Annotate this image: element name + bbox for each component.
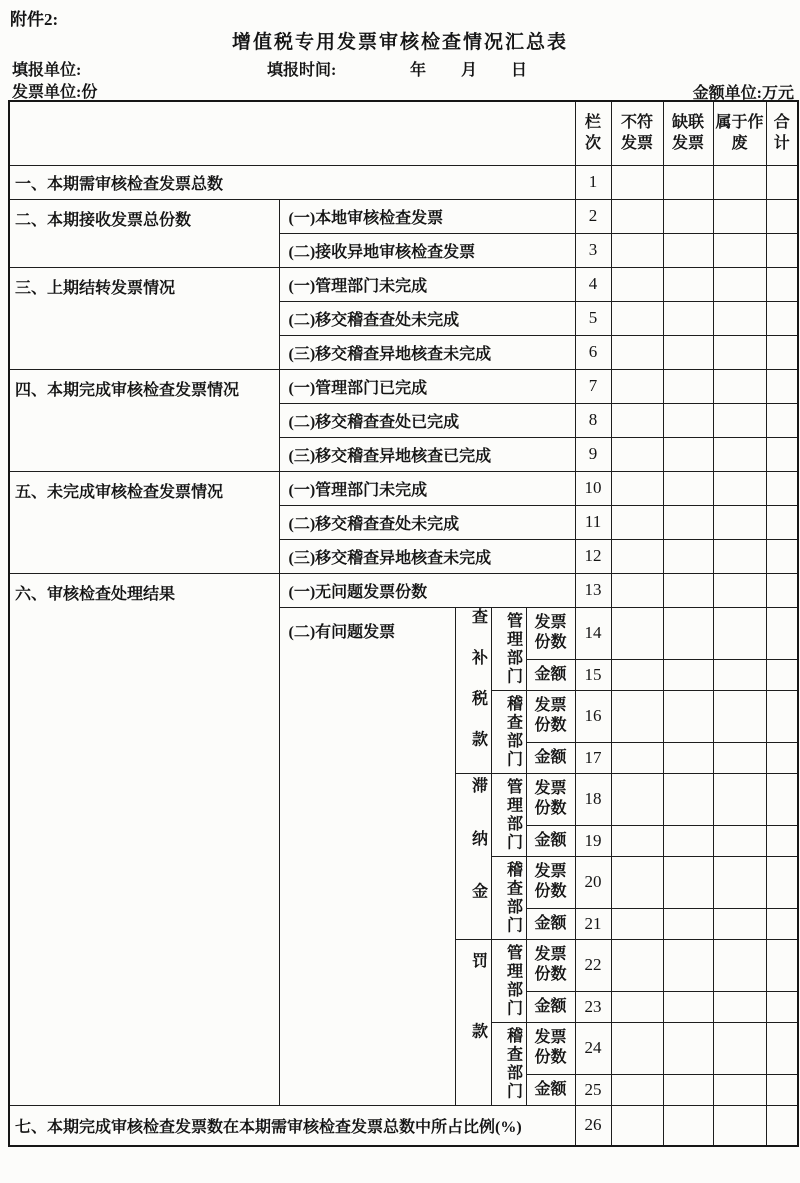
table-row [9, 369, 798, 403]
line-number: 18 [575, 773, 611, 825]
data-cell [766, 403, 798, 437]
item-label: (二)移交稽查查处已完成 [279, 403, 575, 437]
line-number: 15 [575, 659, 611, 690]
data-cell [713, 199, 766, 233]
line-number: 19 [575, 825, 611, 856]
line-number: 4 [575, 267, 611, 301]
category-label: 查补税款 [455, 607, 491, 773]
metric-label: 金额 [526, 825, 575, 856]
data-cell [611, 1105, 663, 1146]
data-cell [766, 369, 798, 403]
metric-label: 金额 [526, 1074, 575, 1105]
dept-label: 管理部门 [491, 939, 526, 1022]
line-number: 5 [575, 301, 611, 335]
section-label: 七、本期完成审核检查发票数在本期需审核检查发票总数中所占比例(%) [9, 1105, 575, 1146]
item-label: (三)移交稽查异地核查未完成 [279, 335, 575, 369]
data-cell [611, 991, 663, 1022]
dept-label: 稽查部门 [491, 856, 526, 939]
data-cell [713, 607, 766, 659]
data-cell [713, 233, 766, 267]
attachment-label: 附件2: [10, 10, 59, 29]
item-label: (三)移交稽查异地核查已完成 [279, 437, 575, 471]
item-label: (二)有问题发票 [279, 607, 455, 1105]
section-label: 五、未完成审核检查发票情况 [9, 471, 279, 573]
data-cell [663, 335, 713, 369]
data-cell [713, 539, 766, 573]
data-cell [663, 301, 713, 335]
item-label: (一)无问题发票份数 [279, 573, 575, 607]
data-cell [611, 267, 663, 301]
data-cell [663, 165, 713, 199]
data-cell [713, 991, 766, 1022]
data-cell [766, 301, 798, 335]
line-number: 17 [575, 742, 611, 773]
data-cell [663, 991, 713, 1022]
data-cell [663, 856, 713, 908]
line-number: 10 [575, 471, 611, 505]
data-cell [713, 267, 766, 301]
day-label: 日 [511, 62, 528, 79]
item-label: (二)移交稽查查处未完成 [279, 301, 575, 335]
data-cell [713, 1105, 766, 1146]
data-cell [766, 939, 798, 991]
dept-label: 管理部门 [491, 607, 526, 690]
data-cell [713, 403, 766, 437]
data-cell [766, 471, 798, 505]
data-cell [766, 573, 798, 607]
data-cell [713, 742, 766, 773]
data-cell [713, 690, 766, 742]
dept-label: 管理部门 [491, 773, 526, 856]
data-cell [766, 659, 798, 690]
data-cell [766, 607, 798, 659]
metric-label: 发票份数 [526, 607, 575, 659]
line-number: 6 [575, 335, 611, 369]
metric-label: 金额 [526, 659, 575, 690]
line-number: 25 [575, 1074, 611, 1105]
data-cell [713, 301, 766, 335]
data-cell [766, 165, 798, 199]
data-cell [663, 607, 713, 659]
section-label: 一、本期需审核检查发票总数 [9, 165, 575, 199]
data-cell [713, 773, 766, 825]
data-cell [611, 403, 663, 437]
year-label: 年 [410, 62, 427, 79]
data-cell [611, 165, 663, 199]
data-cell [713, 165, 766, 199]
data-cell [611, 301, 663, 335]
line-number: 2 [575, 199, 611, 233]
data-cell [766, 539, 798, 573]
summary-table [8, 100, 799, 1147]
data-cell [713, 335, 766, 369]
data-cell [713, 573, 766, 607]
data-cell [663, 403, 713, 437]
col-header-lanci: 栏次 [575, 101, 611, 165]
data-cell [663, 573, 713, 607]
data-cell [766, 505, 798, 539]
data-cell [713, 471, 766, 505]
data-cell [611, 505, 663, 539]
data-cell [663, 437, 713, 471]
data-cell [663, 1022, 713, 1074]
data-cell [611, 825, 663, 856]
data-cell [663, 939, 713, 991]
section-label: 二、本期接收发票总份数 [9, 199, 279, 267]
line-number: 13 [575, 573, 611, 607]
data-cell [663, 825, 713, 856]
line-number: 7 [575, 369, 611, 403]
metric-label: 金额 [526, 742, 575, 773]
data-cell [663, 659, 713, 690]
month-label: 月 [461, 62, 478, 79]
table-row [9, 471, 798, 505]
metric-label: 发票份数 [526, 856, 575, 908]
line-number: 21 [575, 908, 611, 939]
data-cell [766, 1074, 798, 1105]
header-blank-cell [9, 101, 575, 165]
line-number: 9 [575, 437, 611, 471]
item-label: (二)移交稽查查处未完成 [279, 505, 575, 539]
line-number: 23 [575, 991, 611, 1022]
data-cell [663, 199, 713, 233]
line-number: 14 [575, 607, 611, 659]
data-cell [663, 471, 713, 505]
data-cell [663, 742, 713, 773]
data-cell [766, 856, 798, 908]
data-cell [713, 939, 766, 991]
table-row [9, 573, 798, 607]
data-cell [611, 335, 663, 369]
col-header-void: 属于作废 [713, 101, 766, 165]
line-number: 1 [575, 165, 611, 199]
category-label: 滞纳金 [455, 773, 491, 939]
section-label: 六、审核检查处理结果 [9, 573, 279, 1105]
data-cell [766, 199, 798, 233]
table-row [9, 267, 798, 301]
data-cell [611, 742, 663, 773]
data-cell [663, 1105, 713, 1146]
metric-label: 金额 [526, 908, 575, 939]
item-label: (二)接收异地审核检查发票 [279, 233, 575, 267]
data-cell [713, 1022, 766, 1074]
data-cell [663, 539, 713, 573]
line-number: 26 [575, 1105, 611, 1146]
data-cell [611, 437, 663, 471]
data-cell [766, 742, 798, 773]
metric-label: 金额 [526, 991, 575, 1022]
table-row [9, 1105, 798, 1146]
data-cell [766, 267, 798, 301]
metric-label: 发票份数 [526, 939, 575, 991]
line-number: 20 [575, 856, 611, 908]
data-cell [611, 773, 663, 825]
item-label: (一)管理部门已完成 [279, 369, 575, 403]
col-header-total: 合计 [766, 101, 798, 165]
line-number: 12 [575, 539, 611, 573]
data-cell [713, 825, 766, 856]
data-cell [663, 773, 713, 825]
item-label: (一)管理部门未完成 [279, 267, 575, 301]
data-cell [663, 233, 713, 267]
data-cell [611, 471, 663, 505]
data-cell [663, 1074, 713, 1105]
data-cell [766, 335, 798, 369]
data-cell [713, 505, 766, 539]
data-cell [713, 659, 766, 690]
line-number: 3 [575, 233, 611, 267]
table-row [9, 199, 798, 233]
data-cell [611, 939, 663, 991]
data-cell [663, 267, 713, 301]
dept-label: 稽查部门 [491, 690, 526, 773]
page-title: 增值税专用发票审核检查情况汇总表 [231, 32, 568, 53]
filing-unit-label: 填报单位: [12, 62, 82, 79]
data-cell [611, 659, 663, 690]
data-cell [611, 607, 663, 659]
data-cell [611, 233, 663, 267]
data-cell [766, 1022, 798, 1074]
data-cell [713, 369, 766, 403]
item-label: (三)移交稽查异地核查未完成 [279, 539, 575, 573]
section-label: 三、上期结转发票情况 [9, 267, 279, 369]
data-cell [766, 991, 798, 1022]
data-cell [611, 369, 663, 403]
line-number: 16 [575, 690, 611, 742]
filing-time-label: 填报时间: [267, 62, 337, 79]
data-cell [663, 908, 713, 939]
item-label: (一)本地审核检查发票 [279, 199, 575, 233]
data-cell [713, 908, 766, 939]
data-cell [766, 825, 798, 856]
data-cell [611, 690, 663, 742]
data-cell [611, 573, 663, 607]
amount-unit-label: 金额单位:万元 [692, 85, 794, 102]
metric-label: 发票份数 [526, 773, 575, 825]
line-number: 24 [575, 1022, 611, 1074]
category-label: 罚款 [455, 939, 491, 1105]
data-cell [713, 1074, 766, 1105]
col-header-nonconforming: 不符发票 [611, 101, 663, 165]
data-cell [611, 1022, 663, 1074]
data-cell [611, 199, 663, 233]
data-cell [663, 369, 713, 403]
data-cell [611, 539, 663, 573]
data-cell [766, 1105, 798, 1146]
data-cell [766, 437, 798, 471]
line-number: 11 [575, 505, 611, 539]
data-cell [713, 437, 766, 471]
data-cell [663, 505, 713, 539]
data-cell [611, 908, 663, 939]
data-cell [611, 856, 663, 908]
table-header-row [9, 101, 798, 165]
section-label: 四、本期完成审核检查发票情况 [9, 369, 279, 471]
data-cell [713, 856, 766, 908]
data-cell [766, 908, 798, 939]
line-number: 8 [575, 403, 611, 437]
data-cell [663, 690, 713, 742]
data-cell [766, 233, 798, 267]
col-header-missing-copy: 缺联发票 [663, 101, 713, 165]
table-row [9, 165, 798, 199]
line-number: 22 [575, 939, 611, 991]
metric-label: 发票份数 [526, 690, 575, 742]
invoice-unit-label: 发票单位:份 [12, 84, 98, 101]
data-cell [766, 690, 798, 742]
data-cell [611, 1074, 663, 1105]
metric-label: 发票份数 [526, 1022, 575, 1074]
data-cell [766, 773, 798, 825]
item-label: (一)管理部门未完成 [279, 471, 575, 505]
dept-label: 稽查部门 [491, 1022, 526, 1105]
form-header [0, 0, 800, 100]
